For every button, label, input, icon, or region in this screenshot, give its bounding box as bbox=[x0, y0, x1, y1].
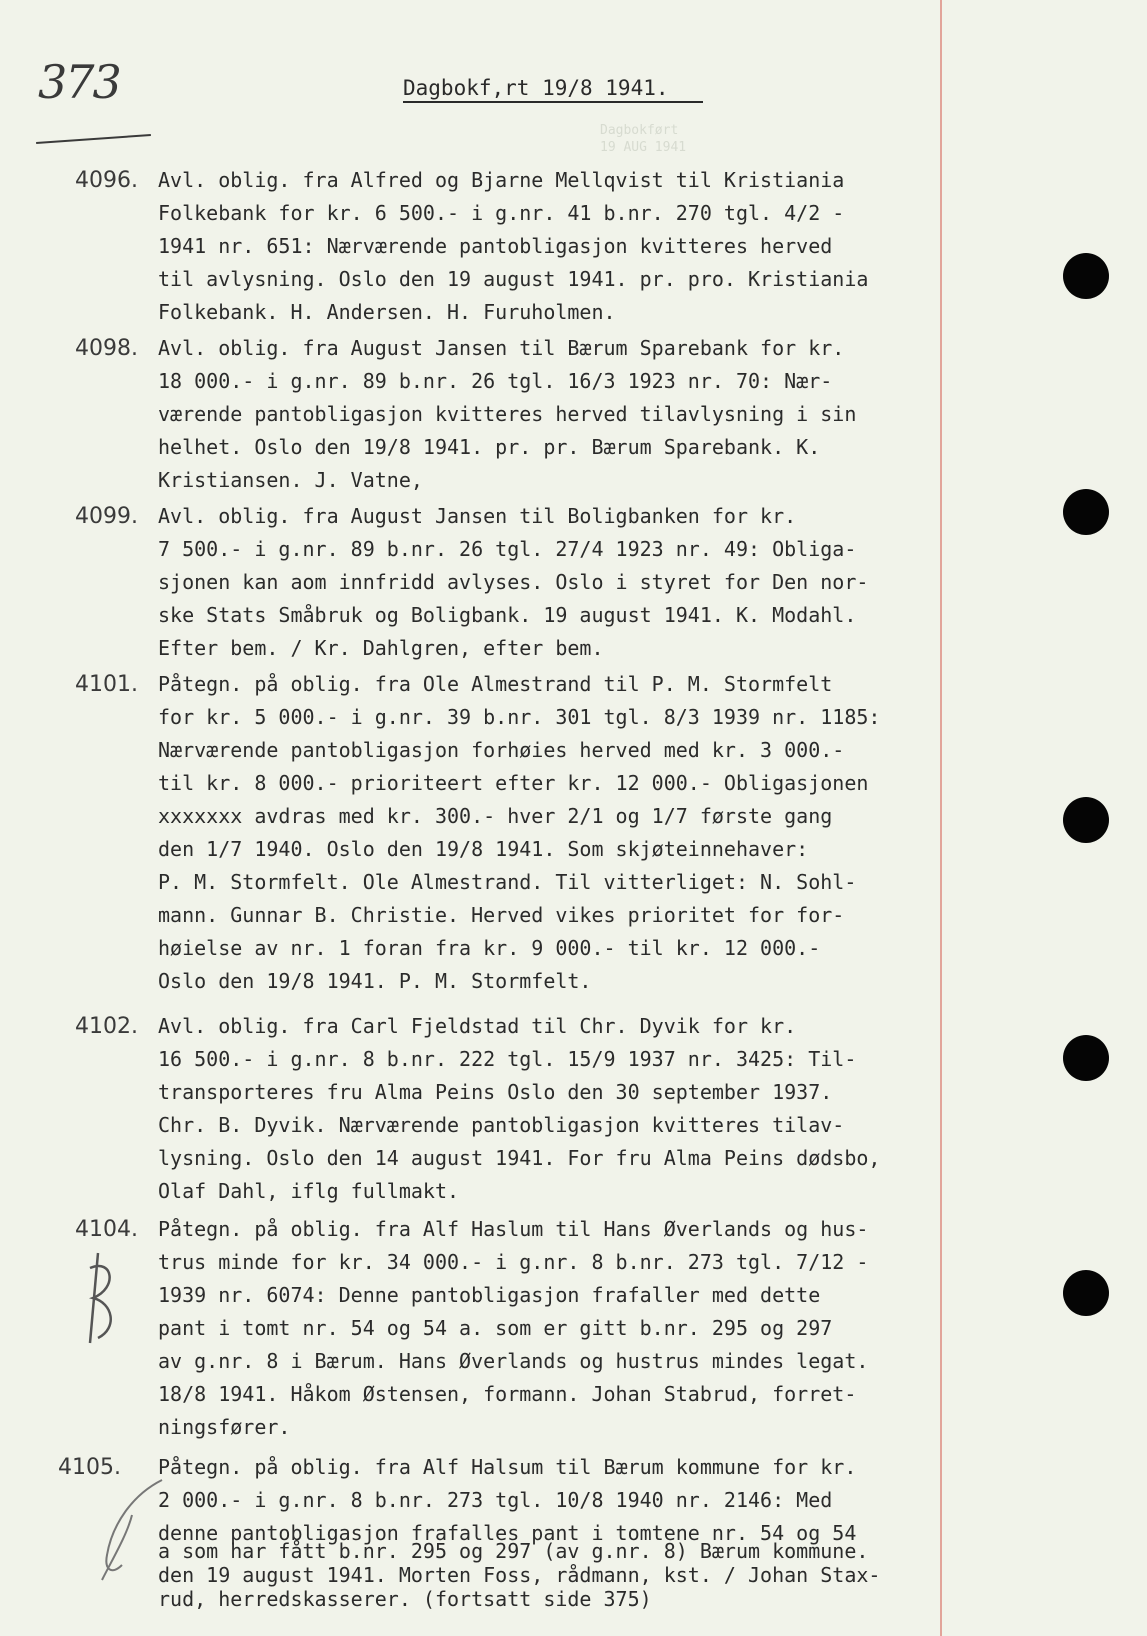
header-underline bbox=[403, 101, 703, 103]
punch-hole bbox=[1063, 1035, 1109, 1081]
entry-number: 4104. bbox=[75, 1217, 138, 1242]
entry-line: værende pantobligasjon kvitteres herved tilavlysning i sin bbox=[158, 402, 857, 426]
entry-line: til avlysning. Oslo den 19 august 1941. pr. pro. Kristiania bbox=[158, 267, 869, 291]
entry-line: 2 000.- i g.nr. 8 b.nr. 273 tgl. 10/8 1940 nr. 2146: Med bbox=[158, 1488, 833, 1512]
entry-line: Avl. oblig. fra August Jansen til Bærum Sparebank for kr. bbox=[158, 336, 845, 360]
entry-line: 7 500.- i g.nr. 89 b.nr. 26 tgl. 27/4 1923 nr. 49: Obliga- bbox=[158, 537, 857, 561]
faint-stamp bbox=[600, 122, 700, 172]
punch-hole bbox=[1063, 797, 1109, 843]
entry-line: Oslo den 19/8 1941. P. M. Stormfelt. bbox=[158, 969, 592, 993]
entry-line: helhet. Oslo den 19/8 1941. pr. pr. Bærum Sparebank. K. bbox=[158, 435, 821, 459]
handwritten-signature-mark bbox=[68, 1248, 128, 1348]
entry-line: Efter bem. / Kr. Dahlgren, efter bem. bbox=[158, 636, 604, 660]
handwritten-scribble-mark bbox=[92, 1475, 172, 1585]
entry-line: rud, herredskasserer. (fortsatt side 375) bbox=[158, 1587, 652, 1611]
entry-number: 4101. bbox=[75, 672, 138, 697]
entry-line: høielse av nr. 1 foran fra kr. 9 000.- til kr. 12 000.- bbox=[158, 936, 821, 960]
punch-hole bbox=[1063, 489, 1109, 535]
entry-line: 1939 nr. 6074: Denne pantobligasjon frafaller med dette bbox=[158, 1283, 821, 1307]
header-title: Dagbokf,rt 19/8 1941. bbox=[403, 76, 669, 100]
entry-line: for kr. 5 000.- i g.nr. 39 b.nr. 301 tgl. 8/3 1939 nr. 1185: bbox=[158, 705, 881, 729]
entry-line: Folkebank. H. Andersen. H. Furuholmen. bbox=[158, 300, 616, 324]
entry-number: 4098. bbox=[75, 336, 138, 361]
entry-line: pant i tomt nr. 54 og 54 a. som er gitt b.nr. 295 og 297 bbox=[158, 1316, 833, 1340]
entry-line: den 1/7 1940. Oslo den 19/8 1941. Som skjøteinnehaver: bbox=[158, 837, 809, 861]
entry-line: lysning. Oslo den 14 august 1941. For fru Alma Peins dødsbo, bbox=[158, 1146, 881, 1170]
entry-line: xxxxxxx avdras med kr. 300.- hver 2/1 og 1/7 første gang bbox=[158, 804, 833, 828]
entry-line: transporteres fru Alma Peins Oslo den 30 september 1937. bbox=[158, 1080, 833, 1104]
entry-line: Påtegn. på oblig. fra Ole Almestrand til P. M. Stormfelt bbox=[158, 672, 833, 696]
entry-line: P. M. Stormfelt. Ole Almestrand. Til vitterliget: N. Sohl- bbox=[158, 870, 857, 894]
entry-number: 4102. bbox=[75, 1014, 138, 1039]
stamp-line-2: 19 AUG 1941 bbox=[600, 140, 687, 155]
punch-hole bbox=[1063, 1270, 1109, 1316]
entry-line: Avl. oblig. fra Carl Fjeldstad til Chr. Dyvik for kr. bbox=[158, 1014, 797, 1038]
entry-line: Påtegn. på oblig. fra Alf Halsum til Bærum kommune for kr. bbox=[158, 1455, 857, 1479]
entry-line: 18 000.- i g.nr. 89 b.nr. 26 tgl. 16/3 1923 nr. 70: Nær- bbox=[158, 369, 833, 393]
entry-line: ningsfører. bbox=[158, 1415, 291, 1439]
entry-line: ske Stats Småbruk og Boligbank. 19 august 1941. K. Modahl. bbox=[158, 603, 857, 627]
entry-line: 18/8 1941. Håkom Østensen, formann. Johan Stabrud, forret- bbox=[158, 1382, 857, 1406]
stamp-line-1: Dagbokført bbox=[600, 123, 679, 138]
entry-line: Kristiansen. J. Vatne, bbox=[158, 468, 423, 492]
punch-hole bbox=[1063, 253, 1109, 299]
entry-line: den 19 august 1941. Morten Foss, rådmann, kst. / Johan Stax- bbox=[158, 1563, 881, 1587]
entry-line: a som har fått b.nr. 295 og 297 (av g.nr. 8) Bærum kommune. bbox=[158, 1539, 869, 1563]
entry-line: mann. Gunnar B. Christie. Herved vikes prioritet for for- bbox=[158, 903, 845, 927]
entry-number: 4105. bbox=[58, 1455, 121, 1480]
entry-line: sjonen kan aom innfridd avlyses. Oslo i styret for Den nor- bbox=[158, 570, 869, 594]
entry-line: Olaf Dahl, iflg fullmakt. bbox=[158, 1179, 460, 1203]
entry-number: 4096. bbox=[75, 168, 138, 193]
entry-line: Påtegn. på oblig. fra Alf Haslum til Hans Øverlands og hus- bbox=[158, 1217, 869, 1241]
entry-line: 16 500.- i g.nr. 8 b.nr. 222 tgl. 15/9 1937 nr. 3425: Til- bbox=[158, 1047, 857, 1071]
entry-line: denne pantobligasjon frafalles pant i tomtene nr. 54 og 54 bbox=[158, 1521, 857, 1545]
entry-line: til kr. 8 000.- prioriteert efter kr. 12 000.- Obligasjonen bbox=[158, 771, 869, 795]
entry-line: 1941 nr. 651: Nærværende pantobligasjon kvitteres herved bbox=[158, 234, 833, 258]
page-number-underline bbox=[36, 134, 151, 144]
entry-line: Folkebank for kr. 6 500.- i g.nr. 41 b.nr. 270 tgl. 4/2 - bbox=[158, 201, 845, 225]
entry-line: Avl. oblig. fra Alfred og Bjarne Mellqvist til Kristiania bbox=[158, 168, 845, 192]
entry-line: Chr. B. Dyvik. Nærværende pantobligasjon kvitteres tilav- bbox=[158, 1113, 845, 1137]
entry-line: trus minde for kr. 34 000.- i g.nr. 8 b.nr. 273 tgl. 7/12 - bbox=[158, 1250, 869, 1274]
margin-line bbox=[940, 0, 942, 1636]
entry-line: Nærværende pantobligasjon forhøies herved med kr. 3 000.- bbox=[158, 738, 845, 762]
entry-line: av g.nr. 8 i Bærum. Hans Øverlands og hustrus mindes legat. bbox=[158, 1349, 869, 1373]
entry-number: 4099. bbox=[75, 504, 138, 529]
entry-line: Avl. oblig. fra August Jansen til Boligbanken for kr. bbox=[158, 504, 797, 528]
page-number: 373 bbox=[38, 55, 120, 109]
